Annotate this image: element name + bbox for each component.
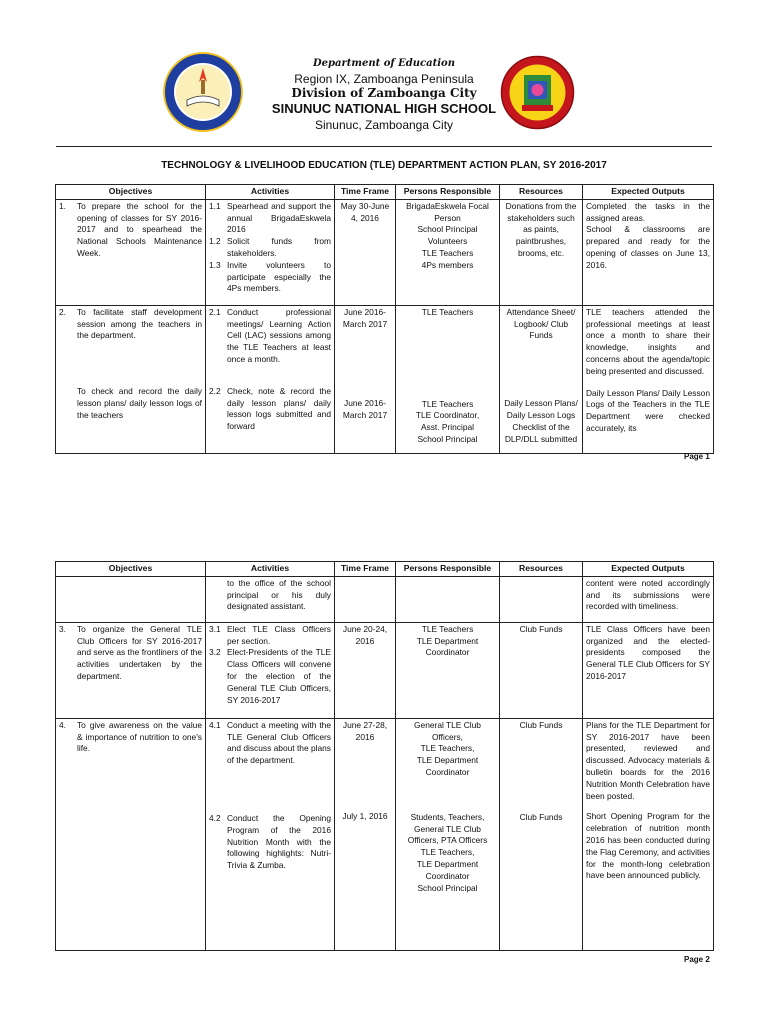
persons-cell [396,622,500,718]
table-row [56,576,714,622]
time-frame-cell [335,718,396,950]
resources-cell: Donations from the stakeholders such as paints, paintbrushes, brooms, etc. [500,199,583,305]
column-header: Expected Outputs [583,185,714,200]
activity-number: 4.1 [209,719,221,730]
column-header: Resources [500,562,583,577]
person-line: Coordinator [425,766,470,777]
output-line: Short Opening Program for the celebration of nutrition month 2016 has been conducted during the Flag Ceremony, and activities for the month-long celebration have been announced publicly. [586,811,710,881]
school-name: SINUNUC NATIONAL HIGH SCHOOL [271,101,497,116]
person-line: School Principal [417,224,478,235]
activity-number: 3.1 [209,623,221,634]
activities-cell [206,622,335,718]
output-line: School & classrooms are prepared and ready for the opening of classes on June 13, 2016. [586,224,710,270]
objective-number: 4. [59,719,66,730]
table-row [56,199,714,305]
output-line: Completed the tasks in the assigned areas. [586,200,710,223]
activity-text: Elect-Presidents of the TLE Class Officers will convene for the election of the General TLE Club Officers, SY 2016-2017 [227,647,331,705]
person-line: Officers, [431,731,464,742]
activity-number: 1.1 [209,200,221,211]
objective-cell [56,576,206,622]
activity-number: 2.2 [209,385,221,396]
activity-text: Spearhead and support the annual BrigadaEskwela 2016 [227,200,331,235]
resources-cell [500,576,583,622]
output-line: Daily Lesson Plans/ Daily Lesson Logs of the Teachers in the TLE Department were checked accurately, its [586,387,710,433]
resources-cell [500,305,583,453]
header-divider [56,146,712,147]
outputs-cell [583,199,714,305]
person-line: TLE Department [416,755,479,766]
person-line: TLE Department [416,635,479,646]
person-line: TLE Teachers [421,247,474,258]
person-line: General TLE Club [414,823,481,834]
objective-text: To check and record the daily lesson plans/ daily lesson logs of the teachers [77,386,202,420]
objective-text: To facilitate staff development session among the teachers in the department. [77,306,202,341]
person-line: Students, Teachers, [410,811,485,822]
objective-text: To prepare the school for the opening of classes for SY 2016-2017 and to spearhead the National Schools Maintenance Week. [77,200,202,258]
resources-cell: Club Funds [500,622,583,718]
person-line: BrigadaEskwela Focal Person [406,200,489,223]
table-row [56,622,714,718]
outputs-cell: TLE Class Officers have been organized and the elected-presidents composed the General TLE Club Officers for SY 2016-2017 [583,622,714,718]
person-line: Asst. Principal [420,422,475,433]
resources-text: Daily Lesson Plans/ Daily Lesson Logs Checklist of the DLP/DLL submitted [504,398,578,444]
objective-number: 1. [59,200,66,211]
activity-number: 1.2 [209,236,221,247]
activity-number: 3.2 [209,647,221,658]
table-header-row [56,562,714,577]
time-frame-cell [335,576,396,622]
person-line: 4Ps members [421,259,474,270]
objective-cell [56,305,206,453]
division-heading: Division of Zamboanga City [291,86,477,100]
outputs-cell [583,305,714,453]
person-line: Coordinator [425,647,470,658]
column-header: Objectives [56,185,206,200]
person-line: TLE Teachers [421,623,474,634]
objective-cell [56,718,206,950]
objective-cell [56,199,206,305]
page-number: Page 1 [684,452,710,461]
outputs-cell [583,718,714,950]
column-header: Time Frame [335,562,396,577]
table-row [56,718,714,950]
activity-text: to the office of the school principal or his duly designated assistant. [227,577,331,612]
column-header: Objectives [56,562,206,577]
column-header: Activities [206,185,335,200]
person-line: School Principal [417,882,478,893]
resources-text: Club Funds [519,811,563,822]
objective-number: 2. [59,306,66,317]
time-frame-text: June 2016-March 2017 [342,306,388,329]
time-frame-text: June 27-28, 2016 [342,719,388,742]
table-header-row [56,185,714,200]
person-line: TLE Teachers [421,306,474,317]
column-header: Activities [206,562,335,577]
resources-cell [500,718,583,950]
objective-number: 3. [59,623,66,634]
activity-text: Conduct a meeting with the TLE General Club Officers and discuss about the plans of the department. [227,719,331,766]
page-number: Page 2 [684,955,710,964]
school-location: Sinunuc, Zamboanga City [314,118,454,132]
objective-text: To give awareness on the value & importance of nutrition to one's life. [77,719,202,754]
persons-cell [396,199,500,305]
resources-text: Attendance Sheet/ Logbook/ Club Funds [506,306,576,341]
activity-text: Elect TLE Class Officers per section. [227,623,331,646]
action-plan-table-page1 [55,184,714,454]
column-header: Resources [500,185,583,200]
region-heading: Region IX, Zamboanga Peninsula [294,72,474,86]
activity-number: 1.3 [209,259,221,270]
activities-cell [206,305,335,453]
person-line: TLE Department [416,858,479,869]
table-row [56,305,714,453]
activity-number: 2.1 [209,306,221,317]
persons-cell [396,576,500,622]
person-line: TLE Coordinator, [415,410,480,421]
column-header: Persons Responsible [396,185,500,200]
column-header: Persons Responsible [396,562,500,577]
persons-cell [396,718,500,950]
time-frame-cell [335,305,396,453]
objective-cell [56,622,206,718]
person-line: Coordinator [425,870,470,881]
person-line: TLE Teachers, [420,847,475,858]
column-header: Time Frame [335,185,396,200]
time-frame-text: July 1, 2016 [342,811,388,822]
person-line: School Principal [417,433,478,444]
column-header: Expected Outputs [583,562,714,577]
time-frame-text: June 2016-March 2017 [342,398,388,421]
activity-text: Check, note & record the daily lesson plans/ daily lesson logs submitted and forward [227,385,331,432]
document-title: TECHNOLOGY & LIVELIHOOD EDUCATION (TLE) DEPARTMENT ACTION PLAN, SY 2016-2017 [161,160,607,171]
output-line: TLE teachers attended the professional meetings at least once a month to share their knowledge, insights and concerns about the agenda/topic being presented and discussed. [586,306,710,376]
activities-cell [206,718,335,950]
department-heading: Department of Education [313,58,455,69]
time-frame-cell: May 30-June 4, 2016 [335,199,396,305]
activity-number: 4.2 [209,812,221,823]
activity-text: Invite volunteers to participate especially the 4Ps members. [227,259,331,294]
activity-text: Conduct the Opening Program of the 2016 Nutrition Month with the following highlights: Nutri-Trivia & Zumba. [227,812,331,871]
activity-text: Solicit funds from stakeholders. [227,236,331,258]
person-line: Officers, PTA Officers [407,835,488,846]
time-frame-cell: June 20-24, 2016 [335,622,396,718]
activities-cell [206,576,335,622]
activity-text: Conduct professional meetings/ Learning Action Cell (LAC) sessions among the TLE Teachers at least once a month. [227,306,331,364]
persons-cell [396,305,500,453]
resources-text: Club Funds [519,719,563,730]
outputs-cell: content were noted accordingly and its submissions were recorded with timeliness. [583,576,714,622]
output-line: Plans for the TLE Department for SY 2016-2017 have been presented, reviewed and discussed. Advocacy materials & bulletin boards for the 2016 Nutrition Month Celebration have been posted. [586,719,710,801]
action-plan-table-page2 [55,561,714,951]
activities-cell [206,199,335,305]
person-line: Volunteers [427,236,468,247]
objective-text: To organize the General TLE Club Officers for SY 2016-2017 and serve as the frontliners of the activities undertaken by the department. [77,623,202,681]
person-line: TLE Teachers [421,398,474,409]
person-line: General TLE Club [414,719,481,730]
person-line: TLE Teachers, [420,743,475,754]
